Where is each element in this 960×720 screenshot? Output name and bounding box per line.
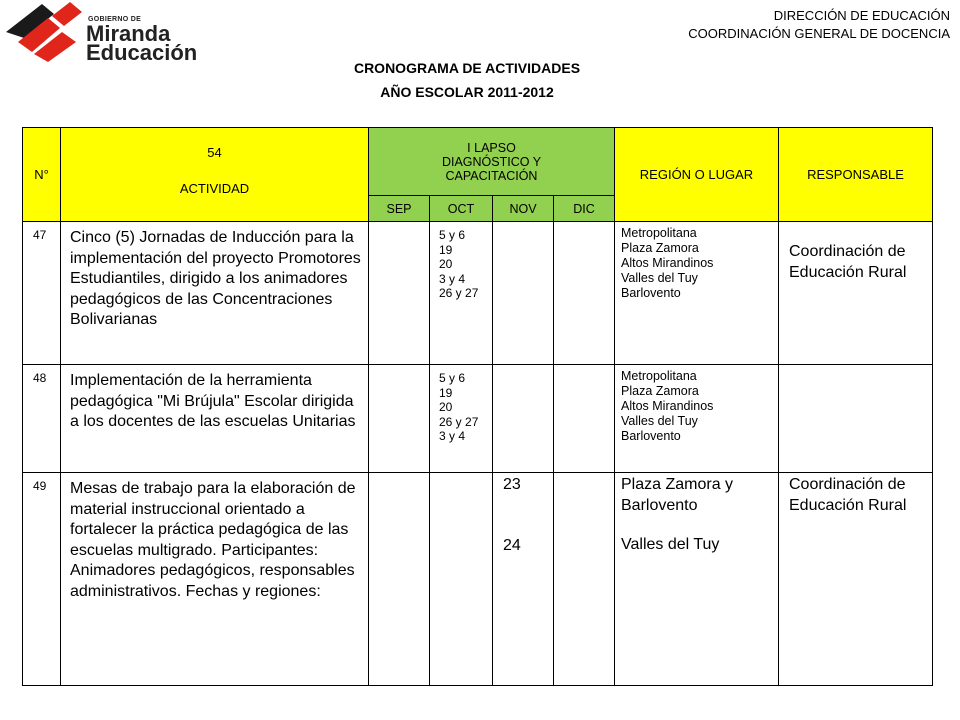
cell-nov xyxy=(493,365,554,473)
logo-name xyxy=(86,21,198,65)
cell-oct xyxy=(430,222,493,365)
region-item: Valles del Tuy xyxy=(621,536,720,553)
cell-nov xyxy=(493,473,554,686)
cell-dic xyxy=(554,473,615,686)
cell-responsable: Coordinación de Educación Rural xyxy=(779,222,933,365)
month-oct: OCT xyxy=(430,196,493,222)
cell-nov xyxy=(493,222,554,365)
row-activity: Cinco (5) Jornadas de Inducción para la implementación del proyecto Promotores Estudiantiles, dirigido a los animadores pedagógicos de las Concentraciones Bolivarianas xyxy=(61,222,369,365)
header-lapso xyxy=(369,128,615,196)
cell-oct xyxy=(430,473,493,686)
region-item: Altos Mirandinos xyxy=(621,256,714,270)
date-item: 26 y 27 xyxy=(439,414,479,429)
date-item: 24 xyxy=(503,536,521,554)
row-activity: Implementación de la herramienta pedagógica "Mi Brújula" Escolar dirigida a los docentes de las escuelas Unitarias xyxy=(61,365,369,473)
region-item: Altos Mirandinos xyxy=(621,399,714,413)
region-item: Plaza Zamora xyxy=(621,241,699,255)
date-item: 19 xyxy=(439,242,453,257)
region-item: Plaza Zamora y Barlovento xyxy=(621,476,734,514)
cell-region xyxy=(615,473,779,686)
date-item: 5 y 6 xyxy=(439,228,466,242)
page-title: CRONOGRAMA DE ACTIVIDADES xyxy=(353,60,581,76)
region-item: Valles del Tuy xyxy=(621,414,698,428)
region-item: Valles del Tuy xyxy=(621,271,698,285)
date-item: 3 y 4 xyxy=(439,271,466,286)
cell-sep xyxy=(369,473,430,686)
table-row xyxy=(23,473,933,686)
cell-region xyxy=(615,222,779,365)
date-item: 3 y 4 xyxy=(439,429,466,443)
organization-header xyxy=(688,7,950,43)
org-line-1: DIRECCIÓN DE EDUCACIÓN xyxy=(773,8,950,23)
row-num: 48 xyxy=(23,365,61,473)
date-item: 5 y 6 xyxy=(439,371,466,385)
month-dic: DIC xyxy=(554,196,615,222)
month-sep: SEP xyxy=(369,196,430,222)
cell-sep xyxy=(369,365,430,473)
table-row xyxy=(23,365,933,473)
cell-sep xyxy=(369,222,430,365)
cell-oct xyxy=(430,365,493,473)
region-item: Barlovento xyxy=(621,429,681,443)
header-activity xyxy=(61,128,369,222)
month-nov: NOV xyxy=(493,196,554,222)
header-responsable-label: RESPONSABLE xyxy=(807,167,904,182)
page-subtitle: AÑO ESCOLAR 2011-2012 xyxy=(380,84,554,100)
header-num xyxy=(23,128,61,222)
cell-region xyxy=(615,365,779,473)
row-num: 49 xyxy=(23,473,61,686)
logo xyxy=(4,2,198,65)
lapso-title: I LAPSO xyxy=(467,140,516,155)
logo-line-1: Miranda xyxy=(86,21,171,46)
header-region-label: REGIÓN O LUGAR xyxy=(639,167,754,182)
date-item: 20 xyxy=(439,257,453,271)
date-item: 23 xyxy=(503,476,521,493)
cell-responsable: Coordinación de Educación Rural xyxy=(779,473,933,686)
org-line-2: COORDINACIÓN GENERAL DE DOCENCIA xyxy=(688,26,950,41)
lapso-subtitle: DIAGNÓSTICO Y CAPACITACIÓN xyxy=(441,154,542,183)
table-row xyxy=(23,222,933,365)
date-item: 20 xyxy=(439,400,453,414)
header-activity-label: ACTIVIDAD xyxy=(179,181,250,196)
cell-dic xyxy=(554,222,615,365)
header-num-label: N° xyxy=(34,167,49,182)
logo-mark-icon xyxy=(4,2,84,64)
cell-dic xyxy=(554,365,615,473)
cell-responsable xyxy=(779,365,933,473)
activity-count: 54 xyxy=(207,145,222,160)
date-item: 19 xyxy=(439,385,453,400)
region-item: Metropolitana xyxy=(621,369,697,383)
region-item: Metropolitana xyxy=(621,226,697,240)
schedule-table xyxy=(22,127,933,686)
region-item: Plaza Zamora xyxy=(621,384,699,398)
logo-line-2: Educación xyxy=(86,40,198,65)
header-responsable xyxy=(779,128,933,222)
date-item: 26 y 27 xyxy=(439,286,479,300)
row-activity: Mesas de trabajo para la elaboración de material instruccional orientado a fortalecer la práctica pedagógica de las escuelas multigrado. Participantes: Animadores pedagógicos, responsables administrativos. Fechas y regiones: xyxy=(61,473,369,686)
row-num: 47 xyxy=(23,222,61,365)
logo-caption: GOBIERNO DE xyxy=(88,16,142,23)
region-item: Barlovento xyxy=(621,286,681,300)
header-region xyxy=(615,128,779,222)
